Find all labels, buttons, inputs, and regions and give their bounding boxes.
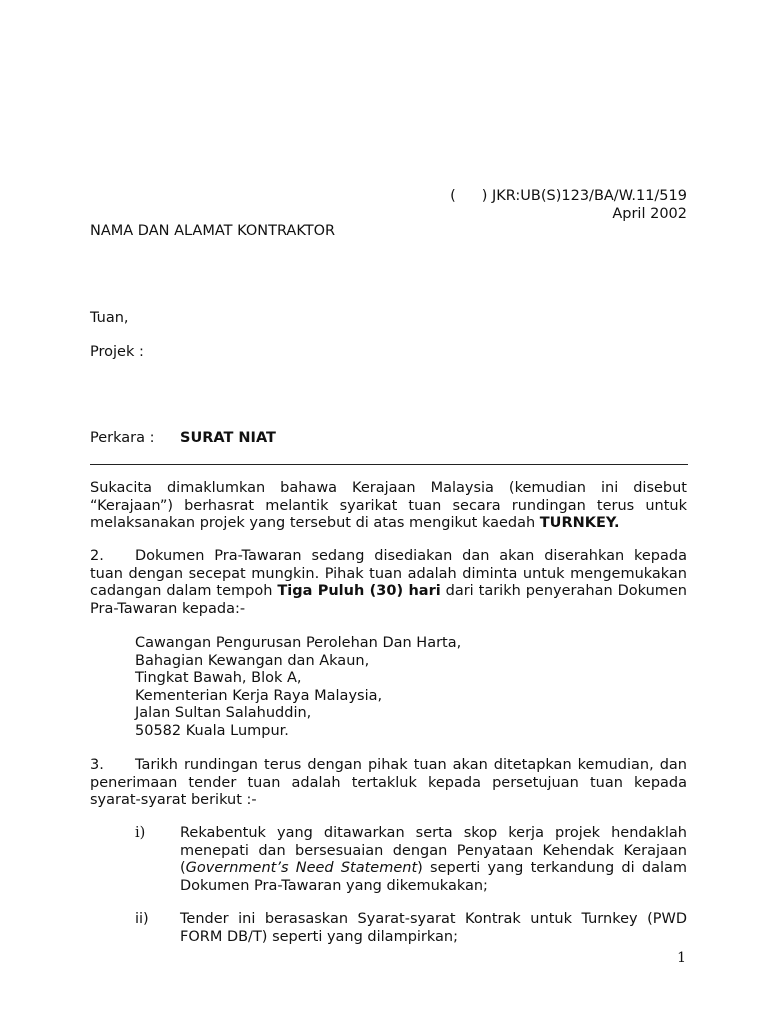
address-line: Kementerian Kerja Raya Malaysia,	[135, 687, 383, 704]
paragraph-2	[90, 548, 687, 618]
item-2-body: Tender ini berasaskan Syarat-syarat Kontrak untuk Turnkey (PWD FORM DB/T) seperti yang dilampirkan;	[180, 911, 687, 945]
letter-date: April 2002	[612, 206, 687, 222]
subject-label: Perkara :	[90, 430, 155, 446]
divider-line	[90, 464, 688, 465]
item-1-text-before: Rekabentuk yang ditawarkan serta skop kerja projek hendaklah menepati dan bersesuaian dengan Penyataan Kehendak Kerajaan (	[180, 825, 687, 876]
ref-open-paren: (	[450, 188, 456, 204]
paragraph-3	[90, 757, 687, 810]
addressee: NAMA DAN ALAMAT KONTRAKTOR	[90, 223, 336, 239]
address-line: Jalan Sultan Salahuddin,	[135, 705, 312, 721]
item-1-text-after: ) seperti yang terkandung di dalam Dokumen Pra-Tawaran yang dikemukakan;	[180, 860, 687, 894]
paragraph-3-number: 3.	[90, 757, 104, 773]
address-line: Tingkat Bawah, Blok A,	[135, 670, 302, 686]
subject-title: SURAT NIAT	[180, 430, 276, 446]
ref-code: ) JKR:UB(S)123/BA/W.11/519	[481, 188, 687, 204]
address-line: Cawangan Pengurusan Perolehan Dan Harta,	[135, 635, 462, 651]
address-line: 50582 Kuala Lumpur.	[135, 722, 289, 739]
paragraph-2-text-before: Dokumen Pra-Tawaran sedang disediakan dan akan diserahkan kepada tuan dengan secepat mungkin. Pihak tuan adalah diminta untuk mengemukakan cadangan dalam tempoh	[90, 548, 687, 599]
paragraph-1	[90, 480, 687, 533]
paragraph-3-text: Tarikh rundingan terus dengan pihak tuan akan ditetapkan kemudian, dan penerimaan tender tuan adalah tertakluk kepada persetujuan tuan kepada syarat-syarat berikut :-	[90, 757, 687, 808]
subject-line	[90, 430, 276, 448]
item-2-marker: ii)	[135, 911, 149, 927]
reference-number	[450, 188, 687, 206]
item-1-body	[180, 825, 687, 895]
condition-item-2	[135, 911, 687, 946]
address-line: Bahagian Kewangan dan Akaun,	[135, 652, 370, 669]
paragraph-2-text-after: dari tarikh penyerahan Dokumen Pra-Tawaran kepada:-	[90, 583, 687, 617]
item-1-italic: Government’s Need Statement	[185, 860, 418, 876]
project-label: Projek :	[90, 344, 144, 360]
page-number: 1	[677, 950, 686, 966]
condition-item-1	[135, 825, 687, 895]
turnkey-bold: TURNKEY.	[539, 515, 620, 531]
paragraph-2-number: 2.	[90, 548, 104, 564]
submission-address	[135, 635, 461, 740]
paragraph-1-text: Sukacita dimaklumkan bahawa Kerajaan Malaysia (kemudian ini disebut “Kerajaan”) berhasrat melantik syarikat tuan secara rundingan terus untuk melaksanakan projek yang tersebut di atas mengikut kaedah	[90, 480, 687, 531]
item-1-marker: i)	[135, 825, 146, 841]
deadline-bold: Tiga Puluh (30) hari	[277, 583, 441, 599]
salutation: Tuan,	[90, 310, 129, 326]
